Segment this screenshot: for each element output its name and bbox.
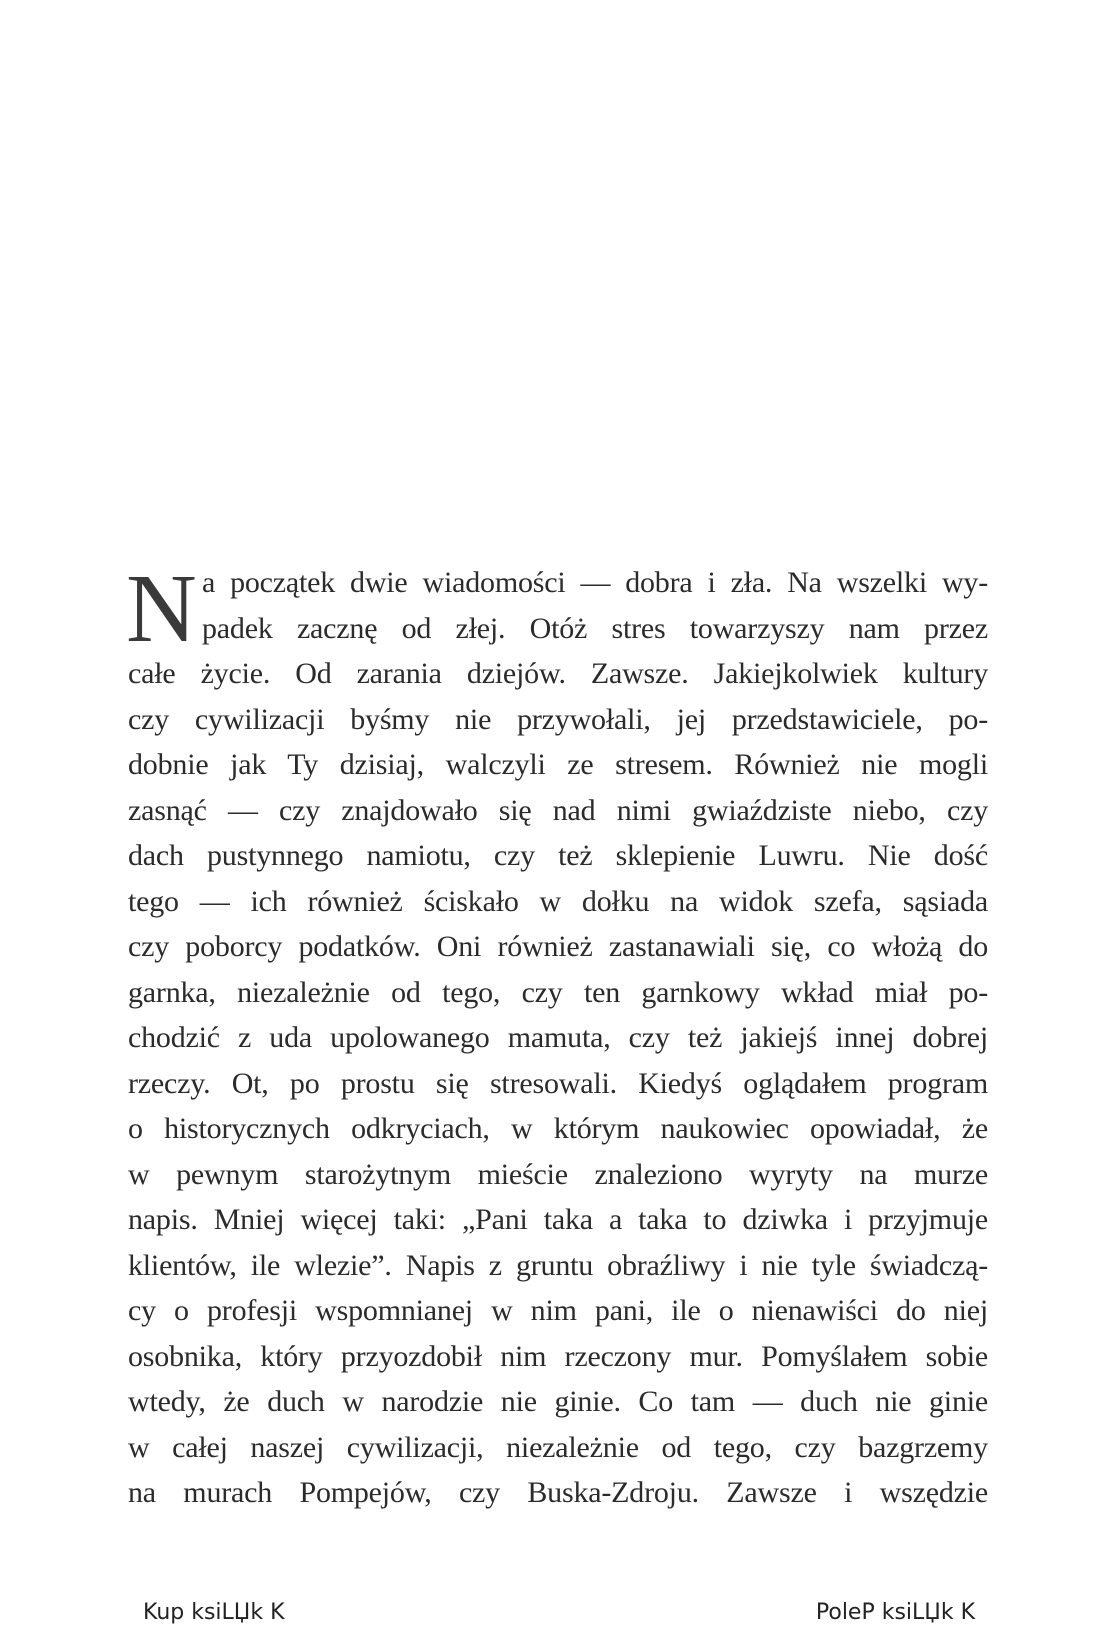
text-line: dach pustynnego namiotu, czy też sklepienie Luwru. Nie dość [128,839,988,872]
text-line: tego — ich również ściskało w dołku na widok szefa, sąsiada [128,884,988,918]
text-line: rzeczy. Ot, po prostu się stresowali. Kiedyś oglądałem program [128,1066,988,1100]
text-line: wtedy, że duch w narodzie nie ginie. Co tam — duch nie ginie [128,1385,988,1418]
text-line: czy cywilizacji byśmy nie przywołali, jej przedstawiciele, po- [128,702,988,736]
page-footer [0,1600,1103,1630]
text-line: zasnąć — czy znajdowało się nad nimi gwiaździste niebo, czy [128,793,988,827]
text-line: na murach Pompejów, czy Buska-Zdroju. Zawsze i wszędzie [128,1476,988,1509]
text-line: całe życie. Od zarania dziejów. Zawsze. Jakiejkolwiek kultury [128,657,988,690]
text-line: w całej naszej cywilizacji, niezależnie od tego, czy bazgrzemy [128,1430,988,1464]
text-line: chodzić z uda upolowanego mamuta, czy też jakiejś innej dobrej [128,1021,988,1054]
text-line: osobnika, który przyozdobił nim rzeczony mur. Pomyślałem sobie [128,1339,988,1373]
text-line: o historycznych odkryciach, w którym naukowiec opowiadał, że [128,1112,988,1145]
body-text [126,555,988,1516]
drop-cap: N [126,555,197,663]
text-line: napis. Mniej więcej taki: „Pani taka a taka to dziwka i przyjmuje [128,1203,988,1236]
text-line: garnka, niezależnie od tego, czy ten garnkowy wkład miał po- [128,975,988,1009]
text-line: czy poborcy podatków. Oni również zastanawiali się, co włożą do [128,930,988,963]
text-line: padek zacznę od złej. Otóż stres towarzyszy nam przez [202,611,988,645]
buy-book-link[interactable]: Kup ksiLЏk K [143,1600,285,1625]
text-line: a początek dwie wiadomości — dobra i zła. Na wszelki wy- [202,566,988,599]
recommend-book-link[interactable]: PoleP ksiLЏk K [815,1600,975,1625]
text-line: klientów, ile wlezie”. Napis z gruntu obraźliwy i nie tyle świadczą- [128,1248,988,1282]
text-line: dobnie jak Ty dzisiaj, walczyli ze stresem. Również nie mogli [128,748,988,781]
text-line: cy o profesji wspomnianej w nim pani, ile o nienawiści do niej [128,1294,988,1327]
text-line: w pewnym starożytnym mieście znaleziono wyryty na murze [128,1157,988,1191]
